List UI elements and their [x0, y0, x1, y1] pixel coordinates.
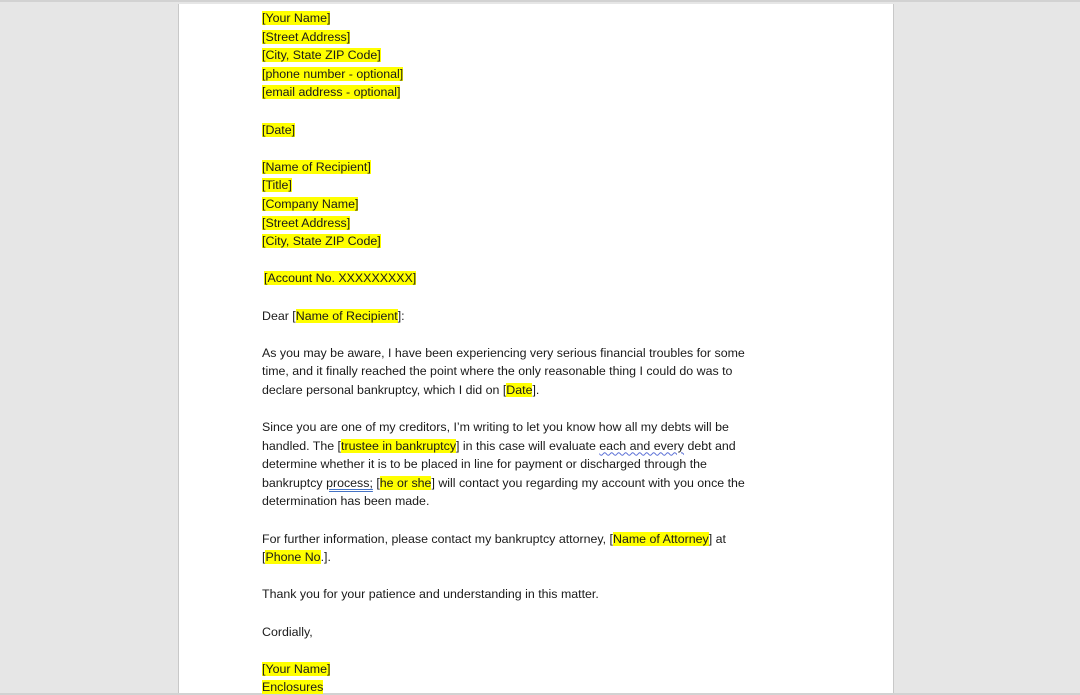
- recipient-title-line: [262, 176, 782, 195]
- date-line: [262, 121, 782, 140]
- grammar-flag-each-and-every[interactable]: each and every: [599, 438, 685, 453]
- sender-phone-line: [262, 65, 782, 84]
- para2-line2-end: debt and: [684, 438, 736, 453]
- blank-line: [262, 139, 782, 158]
- sender-street: [Street Address]: [262, 29, 351, 44]
- letter-date: [Date]: [262, 122, 296, 137]
- signature-name: [Your Name]: [262, 661, 331, 676]
- recipient-title: [Title]: [262, 178, 292, 193]
- para2-line4-start: bankruptcy: [262, 475, 327, 490]
- sender-email-line: [262, 83, 782, 102]
- para3-line2-end: .].: [320, 550, 331, 565]
- para2-line4-end: ] will contact you regarding my account with you once the: [431, 475, 745, 490]
- salutation-suffix: ]:: [397, 308, 405, 323]
- recipient-street: [Street Address]: [262, 215, 351, 230]
- enclosures-line: [262, 678, 782, 695]
- para3-line1: [262, 530, 782, 549]
- para3-line2: [262, 548, 782, 567]
- blank-line: [262, 325, 782, 344]
- pronoun-placeholder: he or she: [379, 475, 432, 490]
- para3-line1-end: ] at: [708, 531, 726, 546]
- blank-line: [262, 251, 782, 270]
- para3-line1-start: For further information, please contact my bankruptcy attorney, [: [262, 531, 613, 546]
- para2-line4: [262, 474, 782, 493]
- para2-line2: [262, 437, 782, 456]
- para2-line1: Since you are one of my creditors, I’m writing to let you know how all my debts will be: [262, 420, 729, 435]
- para1-line3-text: declare personal bankruptcy, which I did on [: [262, 382, 507, 397]
- salutation-prefix: Dear [: [262, 308, 296, 323]
- blank-line: [262, 399, 782, 418]
- account-line: [262, 269, 782, 288]
- account-number: [Account No. XXXXXXXXX]: [264, 271, 417, 286]
- para2-line2-mid: ] in this case will evaluate: [456, 438, 600, 453]
- para1-line3-end: ].: [532, 382, 540, 397]
- salutation: [262, 307, 782, 326]
- recipient-company: [Company Name]: [262, 196, 359, 211]
- bankruptcy-date: Date: [506, 382, 533, 397]
- sender-phone: [phone number - optional]: [262, 66, 404, 81]
- grammar-flag-process[interactable]: process;: [326, 475, 373, 490]
- enclosures: Enclosures: [262, 680, 324, 695]
- para2-line2-start: handled. The [: [262, 438, 341, 453]
- sender-street-line: [262, 28, 782, 47]
- para4: Thank you for your patience and understanding in this matter.: [262, 587, 599, 602]
- para2-line3: determine whether it is to be placed in line for payment or discharged through the: [262, 457, 707, 472]
- recipient-company-line: [262, 195, 782, 214]
- phone-placeholder: Phone No: [265, 550, 321, 565]
- letter-body[interactable]: [262, 9, 782, 695]
- blank-line: [262, 102, 782, 121]
- recipient-name: [Name of Recipient]: [262, 159, 371, 174]
- salutation-recipient: Name of Recipient: [295, 308, 398, 323]
- para1-line2: time, and it finally reached the point where the only reasonable thing I could do was to: [262, 364, 733, 379]
- sender-city: [City, State ZIP Code]: [262, 48, 381, 63]
- blank-line: [262, 604, 782, 623]
- sender-city-line: [262, 46, 782, 65]
- closing: Cordially,: [262, 624, 313, 639]
- blank-line: [262, 511, 782, 530]
- attorney-placeholder: Name of Attorney: [613, 531, 709, 546]
- blank-line: [262, 288, 782, 307]
- document-page[interactable]: [178, 4, 894, 693]
- blank-line: [262, 567, 782, 586]
- sender-name-line: [262, 9, 782, 28]
- para2-line5: determination has been made.: [262, 494, 430, 509]
- recipient-city-line: [262, 232, 782, 251]
- para2-line4-mid: [: [372, 475, 380, 490]
- sender-name: [Your Name]: [262, 11, 331, 25]
- sender-email: [email address - optional]: [262, 85, 401, 100]
- para1-line3: [262, 381, 782, 400]
- para3-line2-start: [: [262, 550, 266, 565]
- para1-line1: As you may be aware, I have been experiencing very serious financial troubles for some: [262, 345, 745, 360]
- trustee-placeholder: trustee in bankruptcy: [341, 438, 457, 453]
- signature-line: [262, 660, 782, 679]
- recipient-name-line: [262, 158, 782, 177]
- recipient-street-line: [262, 214, 782, 233]
- recipient-city: [City, State ZIP Code]: [262, 234, 381, 249]
- blank-line: [262, 641, 782, 660]
